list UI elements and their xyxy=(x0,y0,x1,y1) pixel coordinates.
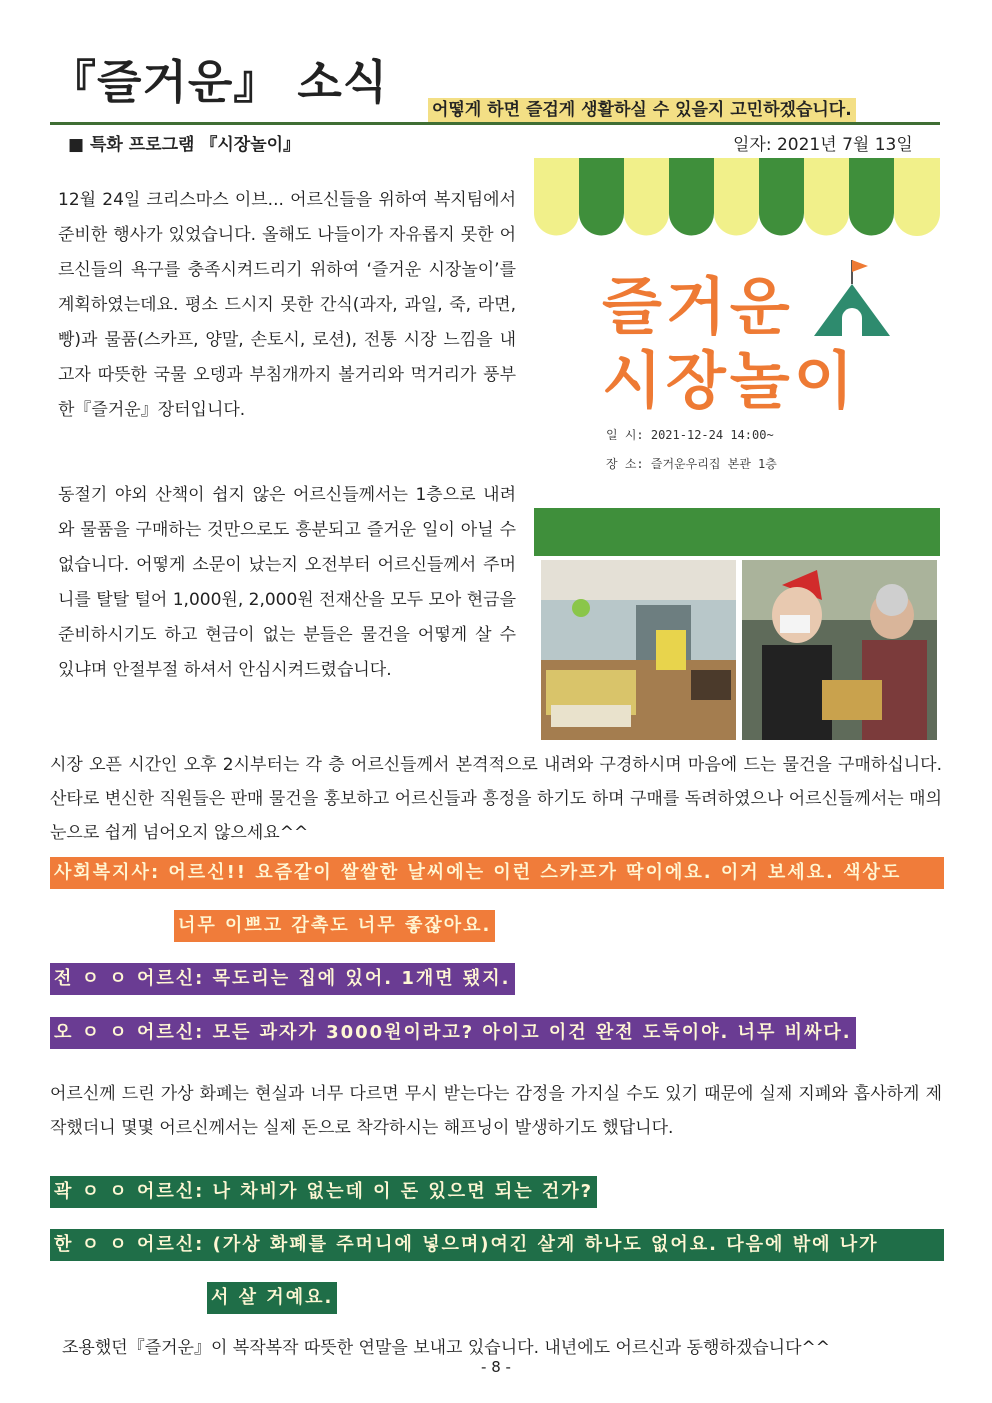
quote-elder-oh: 오 ㅇ ㅇ 어르신: 모든 과자가 3000원이라고? 아이고 이건 완전 도둑이야. 너무 비싸다. xyxy=(50,1017,856,1049)
page-title: 『즐거운』 소식 xyxy=(50,55,389,109)
photo-santa-staff xyxy=(742,560,937,740)
quote-elder-han-cont: 서 살 거예요. xyxy=(207,1282,337,1314)
quote-elder-han: 한 ㅇ ㅇ 어르신: (가상 화폐를 주머니에 넣으며)여긴 살게 하나도 없어요. 다음에 밖에 나가 xyxy=(50,1229,944,1261)
quote-social-worker-cont: 너무 이쁘고 감촉도 너무 좋잖아요. xyxy=(174,910,495,942)
paragraph-shopping: 동절기 야외 산책이 쉽지 않은 어르신들께서는 1층으로 내려와 물품을 구매하는 것만으로도 흥분되고 즐거운 일이 아닐 수 없습니다. 어떻게 소문이 났는지 오전부터 어르신들께서 주머니를 탈탈 털어 1,000원, 2,000원 전재산을 모두 모아 현금을 준비하시기도 하고 현금이 없는 분들은 물건을 어떻게 살 수 있냐며 안절부절 하셔서 안심시켜드렸습니다. xyxy=(58,485,516,680)
paragraph-intro: 12월 24일 크리스마스 이브... 어르신들을 위하여 복지팀에서 준비한 행사가 있었습니다. 올해도 나들이가 자유롭지 못한 어르신들의 욕구를 충족시켜드리기 위하여 ‘즐거운 시장놀이’를 계획하였는데요. 평소 드시지 못한 간식(과자, 과일, 죽, 라면, 빵)과 물품(스카프, 양말, 손토시, 로션), 전통 시장 느낌을 내고자 따뜻한 국물 오뎅과 부침개까지 볼거리와 먹거리가 풍부한『즐거운』장터입니다. xyxy=(58,190,516,420)
poster-title xyxy=(602,270,858,418)
event-poster xyxy=(534,158,940,504)
closing-text: 조용했던『즐거운』이 복작복작 따뜻한 연말을 보내고 있습니다. 내년에도 어르신과 동행하겠습니다^^ xyxy=(62,1338,831,1358)
page-subtitle: 어떻게 하면 즐겁게 생활하실 수 있을지 고민하겠습니다. xyxy=(428,98,856,124)
header-divider xyxy=(50,122,940,125)
poster-title-line2: 시장놀이 xyxy=(602,344,858,417)
section-label: ■ 특화 프로그램 『시장놀이』 xyxy=(68,135,301,155)
quote-social-worker: 사회복지사: 어르신!! 요즘같이 쌀쌀한 날씨에는 이런 스카프가 딱이에요. 이거 보세요. 색상도 xyxy=(50,857,944,889)
poster-datetime: 일 시: 2021-12-24 14:00~ xyxy=(606,428,774,442)
page-number: - 8 - xyxy=(481,1358,511,1376)
photo-market-stalls xyxy=(541,560,736,740)
poster-title-line1: 즐거운 xyxy=(602,270,794,343)
poster-location: 장 소: 즐거운우리집 본관 1층 xyxy=(606,457,777,471)
article-date: 일자: 2021년 7월 13일 xyxy=(733,135,913,155)
quote-elder-kwak: 곽 ㅇ ㅇ 어르신: 나 차비가 없는데 이 돈 있으면 되는 건가? xyxy=(50,1176,597,1208)
quote-elder-jeon: 전 ㅇ ㅇ 어르신: 목도리는 집에 있어. 1개면 됐지. xyxy=(50,963,515,995)
paragraph-virtual-currency: 어르신께 드린 가상 화폐는 현실과 너무 다르면 무시 받는다는 감정을 가지실 수도 있기 때문에 실제 지폐와 흡사하게 제작했더니 몇몇 어르신께서는 실제 돈으로 착각하시는 해프닝이 발생하기도 했답니다. xyxy=(50,1084,942,1138)
green-banner xyxy=(534,508,940,556)
paragraph-market-open: 시장 오픈 시간인 오후 2시부터는 각 층 어르신들께서 본격적으로 내려와 구경하시며 마음에 드는 물건을 구매하십니다. 산타로 변신한 직원들은 판매 물건을 홍보하고 어르신들과 흥정을 하기도 하며 구매를 독려하였으나 어르신들께서는 매의 눈으로 쉽게 넘어오지 않으세요^^ xyxy=(50,755,942,843)
